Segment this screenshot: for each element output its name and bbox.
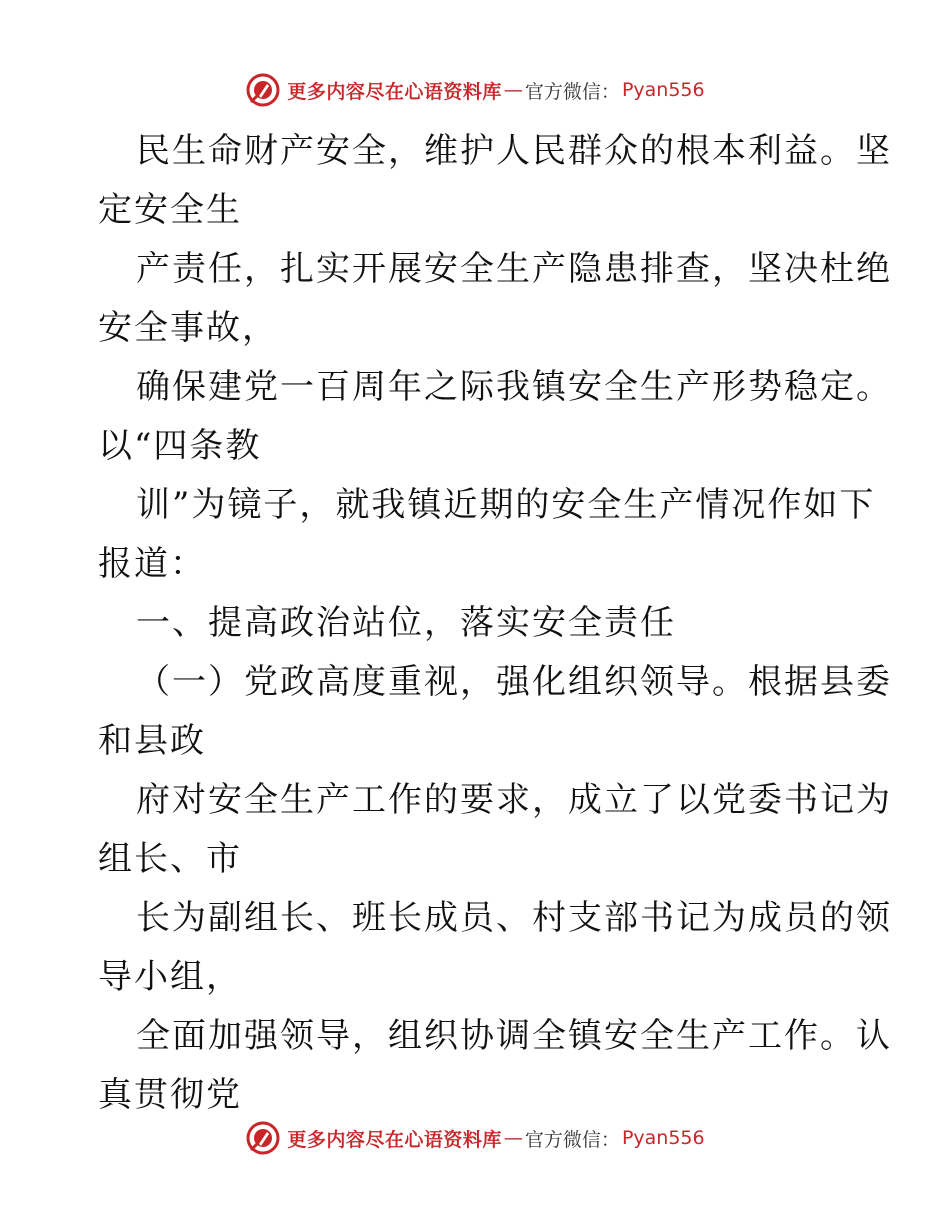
text-line: 训”为镜子，就我镇近期的安全生产情况作如下 (136, 485, 876, 525)
text-line: 长为副组长、班长成员、村支部书记为成员的领 (136, 898, 892, 938)
text-line: 民生命财产安全，维护人民群众的根本利益。坚 (136, 131, 892, 171)
text-line: 真贯彻党 (98, 1075, 242, 1115)
text-line: 和县政 (98, 721, 206, 761)
text-line: 产责任，扎实开展安全生产隐患排查，坚决杜绝 (136, 249, 892, 289)
text-line: 组长、市 (98, 839, 242, 879)
header-watermark (0, 68, 950, 112)
document-body (98, 122, 892, 1125)
text-line: 以“四条教 (98, 426, 262, 466)
text-line: 安全事故， (98, 308, 278, 348)
text-line: 府对安全生产工作的要求，成立了以党委书记为 (136, 780, 892, 820)
text-line: 全面加强领导，组织协调全镇安全生产工作。认 (136, 1016, 892, 1056)
watermark-official-label: 官方微信： (524, 1128, 620, 1151)
pen-nib-seal-icon (245, 1120, 281, 1156)
watermark-official-label: 官方微信： (524, 80, 620, 103)
text-line: 一、提高政治站位，落实安全责任 (136, 603, 676, 643)
watermark-wechat-id: Pyan556 (621, 79, 705, 101)
watermark-separator: — (503, 79, 523, 101)
text-line: 报道： (98, 544, 206, 584)
watermark-separator: — (503, 1127, 523, 1149)
footer-watermark (0, 1116, 950, 1160)
text-line: 确保建党一百周年之际我镇安全生产形势稳定。 (136, 367, 892, 407)
text-line: 定安全生 (98, 190, 242, 230)
text-line: （一）党政高度重视，强化组织领导。根据县委 (136, 662, 892, 702)
pen-nib-seal-icon (245, 72, 281, 108)
watermark-text: 更多内容尽在心语资料库 (287, 80, 502, 103)
watermark-wechat-id: Pyan556 (621, 1127, 705, 1149)
watermark-text: 更多内容尽在心语资料库 (287, 1128, 502, 1151)
text-line: 导小组， (98, 957, 242, 997)
